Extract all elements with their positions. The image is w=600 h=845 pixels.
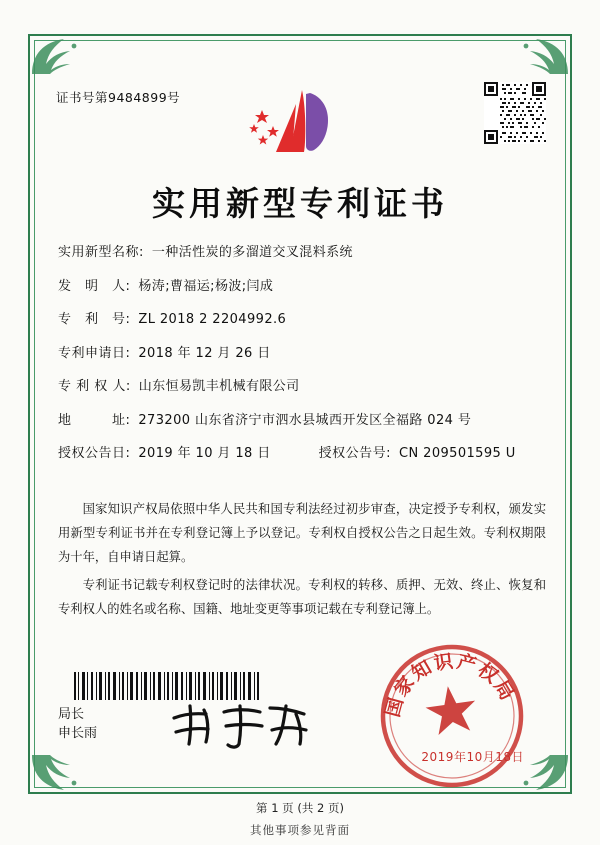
barcode-image (72, 672, 262, 700)
field-label: 专利申请日: (58, 345, 131, 361)
qr-code-image (484, 82, 546, 144)
field-value: 山东恒易凯丰机械有限公司 (138, 379, 300, 394)
legal-text-block (58, 498, 546, 626)
grant-date-label: 授权公告日: (58, 446, 131, 461)
corner-ornament-icon (518, 36, 570, 76)
paragraph: 专利证书记载专利权登记时的法律状况。专利权的转移、质押、无效、终止、恢复和专利权人的姓名或名称、国籍、地址变更等事项记载在专利登记簿上。 (58, 577, 546, 616)
signatory-role: 局长 (58, 707, 85, 722)
field-value: 一种活性炭的多溜道交叉混料系统 (151, 245, 353, 260)
field-row (58, 280, 548, 293)
field-row (58, 246, 548, 259)
field-row (58, 414, 548, 427)
field-label: 发 明 人: (58, 278, 131, 294)
grant-publication-label: 授权公告号: (318, 446, 392, 461)
svg-text:国家知识产权局: 国家知识产权局 (381, 650, 520, 720)
signatory-block (58, 706, 97, 744)
cnipa-emblem-icon (240, 88, 360, 166)
grant-publication-value: CN 209501595 U (399, 446, 516, 461)
paragraph: 国家知识产权局依照中华人民共和国专利法经过初步审查，决定授予专利权，颁发实用新型专利证书并在专利登记簿上予以登记。专利权自授权公告之日起生效。专利权期限为十年，自申请日起算。 (58, 502, 546, 564)
seal-date: 2019年10月18日 (421, 750, 524, 764)
field-value: 杨涛;曹福运;杨波;闫成 (138, 278, 274, 294)
footer-note: 其他事项参见背面 (250, 823, 350, 837)
certificate-number: 证书号第9484899号 (56, 90, 181, 105)
field-label: 专 利 权 人: (58, 379, 131, 394)
page-number: 第 1 页 (共 2 页) (256, 801, 344, 815)
field-row (58, 347, 548, 360)
field-label: 实用新型名称: (58, 245, 144, 260)
signatory-name: 申长雨 (58, 725, 98, 741)
field-row (58, 380, 548, 393)
page-title: 实用新型专利证书 (152, 184, 448, 223)
grant-row (58, 447, 548, 460)
field-label: 专 利 号: (58, 312, 131, 327)
field-value: 273200 山东省济宁市泗水县城西开发区全福路 024 号 (138, 412, 472, 428)
grant-date-value: 2019 年 10 月 18 日 (138, 446, 271, 461)
corner-ornament-icon (30, 36, 82, 76)
field-value: 2018 年 12 月 26 日 (138, 345, 271, 361)
official-seal-stamp (378, 642, 526, 790)
field-label: 地 址: (58, 412, 131, 428)
corner-ornament-icon (30, 753, 82, 793)
field-list (58, 246, 548, 481)
field-value: ZL 2018 2 2204992.6 (138, 312, 287, 327)
field-row (58, 313, 548, 326)
handwritten-signature-image (168, 700, 318, 752)
